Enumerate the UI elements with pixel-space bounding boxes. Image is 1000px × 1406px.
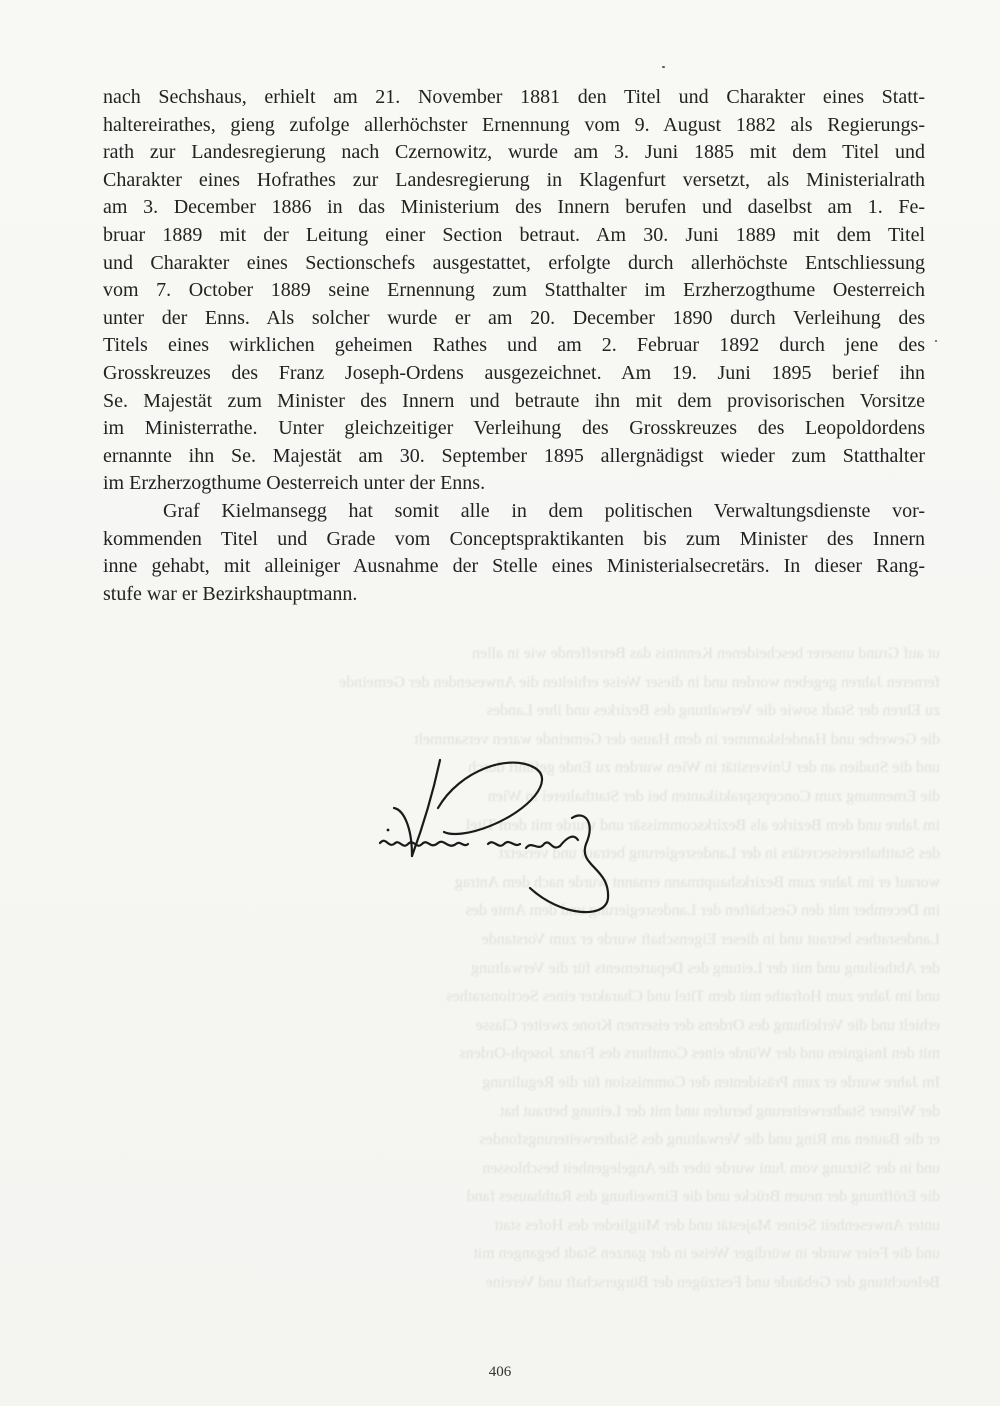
bleed-through-texture: ut auf Grund unserer bescheidenen Kenntnis das Betreffende wie in allen ferneren Jahren gegeben worden und in dieser Weise erhielten die Anwesenden der Gemeinde zu Ehren der Stadt sowie die Verwaltung des Bezirkes und ihre Landes die Gewerbe und Handelskammer in dem Hause der Gemeinde waren versammelt und die Studien an der Universität in Wien wurden zu Ende geführt durch die Ernennung zum Conceptspraktikanten bei der Statthalterei in Wien im Jahre und dem Bezirke als Bezirkscommissär und wurde mit dem Titel des Statthaltereisecretärs in der Landesregierung betraut und versetzt worauf er im Jahre zum Bezirkshauptmann ernannt wurde nach dem Antrag im December mit den Geschäften der Landesregierung und dem Amte des Landesrathes betraut und in dieser Eigenschaft wurde er zum Vorstande der Abtheilung und mit der Leitung des Departements für die Verwaltung und im Jahre zum Hofrathe mit dem Titel und Charakter eines Sectionsrathes erhielt und die Verleihung des Ordens der eisernen Krone zweiter Classe mit den Insignien und der Würde eines Comthurs des Franz Joseph-Ordens Im Jahre wurde er zum Präsidenten der Commission für die Regulirung der Wiener Stadterweiterung berufen und mit der Leitung betraut hat er die Bauten am Ring und die Verwaltung des Stadterweiterungsfondes und in der Sitzung vom Juni wurde über die Angelegenheit beschlossen die Eröffnung der neuen Brücke und die Einweihung des Rathhauses fand unter Anwesenheit Seiner Majestät und der Mitglieder des Hofes statt und die Feier wurde in würdiger Weise in der ganzen Stadt begangen mit Beleuchtung der Gebäude und Festzügen der Bürgerschaft und Vereine bbox=[339, 645, 940, 1292]
text-line: im Erzherzogthume Oesterreich unter der Enns. bbox=[103, 472, 486, 495]
text-line: rath zur Landesregierung nach Czernowitz, wurde am 3. Juni 1885 mit dem Titel und bbox=[103, 141, 925, 164]
body-text bbox=[103, 84, 925, 608]
paragraph-2 bbox=[103, 498, 925, 608]
text-line: Se. Majestät zum Minister des Innern und betraute ihn mit dem provisorischen Vorsitze bbox=[103, 389, 925, 412]
text-line: stufe war er Bezirkshauptmann. bbox=[103, 582, 358, 605]
text-line: inne gehabt, mit alleiniger Ausnahme der Stelle eines Ministerialsecretärs. In dieser Rang- bbox=[103, 555, 925, 578]
text-line: und Charakter eines Sectionschefs ausgestattet, erfolgte durch allerhöchste Entschliessung bbox=[103, 251, 925, 274]
paper-speck bbox=[662, 66, 665, 68]
text-line: am 3. December 1886 in das Ministerium des Innern berufen und daselbst am 1. Fe- bbox=[103, 196, 925, 219]
text-line: Graf Kielmansegg hat somit alle in dem politischen Verwaltungsdienste vor- bbox=[163, 499, 925, 522]
text-line: Grosskreuzes des Franz Joseph-Ordens ausgezeichnet. Am 19. Juni 1895 berief ihn bbox=[103, 361, 925, 384]
paper-speck bbox=[935, 340, 937, 342]
text-line: ernannte ihn Se. Majestät am 30. September 1895 allergnädigst wieder zum Statthalter bbox=[103, 444, 925, 467]
signature bbox=[360, 748, 630, 918]
text-line: unter der Enns. Als solcher wurde er am 20. December 1890 durch Verleihung des bbox=[103, 306, 925, 329]
text-line: bruar 1889 mit der Leitung einer Section betraut. Am 30. Juni 1889 mit dem Titel bbox=[103, 223, 925, 246]
text-line: Charakter eines Hofrathes zur Landesregierung in Klagenfurt versetzt, als Ministerialrath bbox=[103, 168, 925, 191]
text-line: im Ministerrathe. Unter gleichzeitiger Verleihung des Grosskreuzes des Leopoldordens bbox=[103, 417, 925, 440]
paragraph-1 bbox=[103, 84, 925, 498]
text-line: nach Sechshaus, erhielt am 21. November 1881 den Titel und Charakter eines Statt- bbox=[103, 86, 925, 108]
handwritten-signature-icon bbox=[360, 748, 630, 918]
text-line: Titels eines wirklichen geheimen Rathes und am 2. Februar 1892 durch jene des bbox=[103, 334, 925, 357]
text-line: kommenden Titel und Grade vom Conceptspraktikanten bis zum Minister des Innern bbox=[103, 527, 925, 550]
page-number: 406 bbox=[488, 1364, 512, 1380]
text-line: haltereirathes, gieng zufolge allerhöchster Ernennung vom 9. August 1882 als Regierungs- bbox=[103, 113, 925, 136]
text-line: vom 7. October 1889 seine Ernennung zum Statthalter im Erzherzogthume Oesterreich bbox=[103, 279, 925, 302]
